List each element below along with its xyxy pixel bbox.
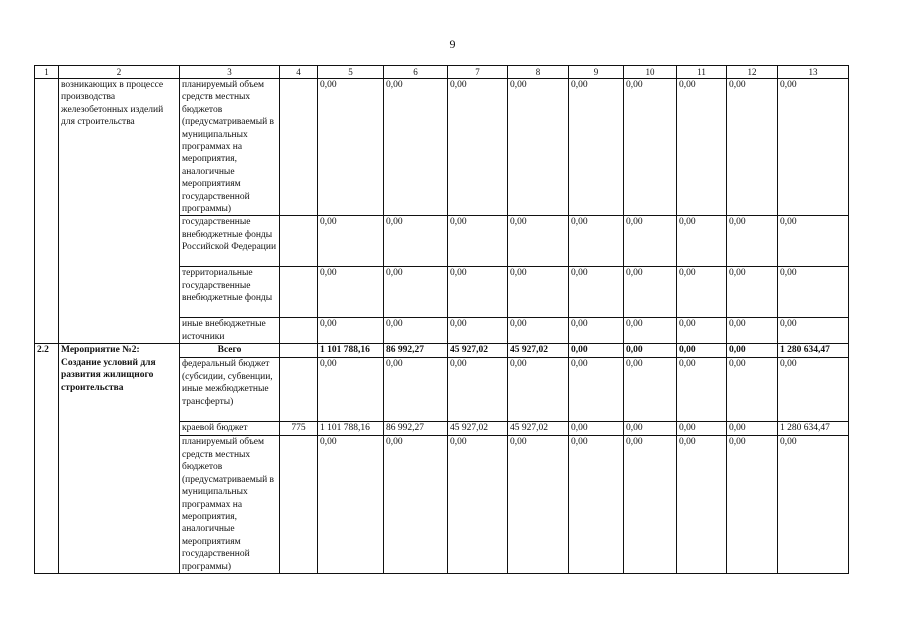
amount-cell: 0,00 bbox=[448, 267, 508, 318]
amount-cell: 0,00 bbox=[778, 358, 849, 422]
amount-cell: 0,00 bbox=[384, 358, 448, 422]
column-number-cell: 1 bbox=[35, 66, 59, 79]
amount-cell: 0,00 bbox=[569, 422, 624, 436]
amount-cell: 0,00 bbox=[569, 358, 624, 422]
amount-cell: 0,00 bbox=[778, 267, 849, 318]
amount-cell: 86 992,27 bbox=[384, 422, 448, 436]
amount-cell: 0,00 bbox=[677, 344, 727, 358]
amount-cell: 0,00 bbox=[727, 318, 778, 344]
item-number-cell: 2.2 bbox=[35, 344, 59, 574]
amount-cell: 0,00 bbox=[727, 344, 778, 358]
column-number-cell: 9 bbox=[569, 66, 624, 79]
amount-cell: 0,00 bbox=[778, 216, 849, 267]
budget-code-cell bbox=[280, 358, 318, 422]
amount-cell: 0,00 bbox=[448, 318, 508, 344]
amount-cell: 45 927,02 bbox=[508, 422, 569, 436]
amount-cell: 0,00 bbox=[727, 422, 778, 436]
amount-cell: 0,00 bbox=[508, 358, 569, 422]
amount-cell: 0,00 bbox=[677, 358, 727, 422]
table-row bbox=[35, 79, 849, 216]
funding-source-cell: территориальные государственные внебюджетные фонды bbox=[180, 267, 280, 318]
amount-cell: 45 927,02 bbox=[448, 344, 508, 358]
amount-cell: 0,00 bbox=[727, 267, 778, 318]
amount-cell: 0,00 bbox=[677, 436, 727, 574]
funding-source-cell: Всего bbox=[180, 344, 280, 358]
amount-cell: 1 280 634,47 bbox=[778, 344, 849, 358]
funding-source-cell: иные внебюджетные источники bbox=[180, 318, 280, 344]
amount-cell: 0,00 bbox=[384, 267, 448, 318]
budget-code-cell bbox=[280, 216, 318, 267]
amount-cell: 0,00 bbox=[677, 422, 727, 436]
budget-table bbox=[34, 65, 849, 574]
amount-cell: 0,00 bbox=[318, 436, 384, 574]
amount-cell: 0,00 bbox=[384, 318, 448, 344]
amount-cell: 0,00 bbox=[569, 267, 624, 318]
amount-cell: 0,00 bbox=[778, 318, 849, 344]
amount-cell: 0,00 bbox=[448, 436, 508, 574]
budget-code-cell bbox=[280, 267, 318, 318]
column-number-cell: 12 bbox=[727, 66, 778, 79]
amount-cell: 0,00 bbox=[624, 422, 677, 436]
budget-code-cell bbox=[280, 436, 318, 574]
amount-cell: 0,00 bbox=[508, 436, 569, 574]
amount-cell: 0,00 bbox=[778, 436, 849, 574]
table-row bbox=[35, 344, 849, 358]
amount-cell: 0,00 bbox=[624, 436, 677, 574]
amount-cell: 0,00 bbox=[677, 267, 727, 318]
funding-source-cell: государственные внебюджетные фонды Российской Федерации bbox=[180, 216, 280, 267]
page-number: 9 bbox=[449, 37, 456, 51]
column-number-cell: 8 bbox=[508, 66, 569, 79]
amount-cell: 0,00 bbox=[318, 318, 384, 344]
column-number-cell: 13 bbox=[778, 66, 849, 79]
amount-cell: 0,00 bbox=[624, 358, 677, 422]
amount-cell: 0,00 bbox=[677, 216, 727, 267]
amount-cell: 0,00 bbox=[677, 318, 727, 344]
column-number-cell: 4 bbox=[280, 66, 318, 79]
item-number-cell bbox=[35, 79, 59, 344]
amount-cell: 0,00 bbox=[624, 216, 677, 267]
amount-cell: 45 927,02 bbox=[448, 422, 508, 436]
amount-cell: 0,00 bbox=[384, 216, 448, 267]
budget-code-cell bbox=[280, 344, 318, 358]
amount-cell: 0,00 bbox=[727, 436, 778, 574]
amount-cell: 1 101 788,16 bbox=[318, 344, 384, 358]
column-number-cell: 7 bbox=[448, 66, 508, 79]
amount-cell: 0,00 bbox=[569, 216, 624, 267]
amount-cell: 0,00 bbox=[624, 318, 677, 344]
column-number-cell: 3 bbox=[180, 66, 280, 79]
amount-cell: 1 280 634,47 bbox=[778, 422, 849, 436]
amount-cell: 0,00 bbox=[624, 267, 677, 318]
amount-cell: 0,00 bbox=[508, 79, 569, 216]
amount-cell: 0,00 bbox=[727, 79, 778, 216]
amount-cell: 0,00 bbox=[778, 79, 849, 216]
amount-cell: 0,00 bbox=[624, 344, 677, 358]
amount-cell: 0,00 bbox=[727, 358, 778, 422]
amount-cell: 0,00 bbox=[448, 358, 508, 422]
amount-cell: 0,00 bbox=[448, 216, 508, 267]
funding-source-cell: планируемый объем средств местных бюджетов (предусматриваемый в муниципальных программах на мероприятия, аналогичные мероприятиям государственной программы) bbox=[180, 79, 280, 216]
amount-cell: 0,00 bbox=[384, 436, 448, 574]
amount-cell: 0,00 bbox=[508, 318, 569, 344]
column-number-cell: 5 bbox=[318, 66, 384, 79]
amount-cell: 0,00 bbox=[318, 267, 384, 318]
amount-cell: 0,00 bbox=[569, 79, 624, 216]
budget-code-cell: 775 bbox=[280, 422, 318, 436]
funding-source-cell: краевой бюджет bbox=[180, 422, 280, 436]
amount-cell: 0,00 bbox=[384, 79, 448, 216]
amount-cell: 0,00 bbox=[318, 79, 384, 216]
amount-cell: 0,00 bbox=[318, 216, 384, 267]
amount-cell: 0,00 bbox=[448, 79, 508, 216]
column-number-cell: 11 bbox=[677, 66, 727, 79]
amount-cell: 86 992,27 bbox=[384, 344, 448, 358]
amount-cell: 0,00 bbox=[508, 267, 569, 318]
amount-cell: 0,00 bbox=[318, 358, 384, 422]
column-number-cell: 2 bbox=[59, 66, 180, 79]
amount-cell: 0,00 bbox=[569, 436, 624, 574]
budget-code-cell bbox=[280, 79, 318, 216]
event-name-cell: возникающих в процессе производства железобетонных изделий для строительства bbox=[59, 79, 180, 344]
amount-cell: 0,00 bbox=[508, 216, 569, 267]
amount-cell: 45 927,02 bbox=[508, 344, 569, 358]
amount-cell: 0,00 bbox=[569, 344, 624, 358]
funding-source-cell: федеральный бюджет (субсидии, субвенции, иные межбюджетные трансферты) bbox=[180, 358, 280, 422]
event-name-cell: Мероприятие №2: Создание условий для развития жилищного строительства bbox=[59, 344, 180, 574]
column-number-row bbox=[35, 66, 849, 79]
amount-cell: 1 101 788,16 bbox=[318, 422, 384, 436]
amount-cell: 0,00 bbox=[624, 79, 677, 216]
amount-cell: 0,00 bbox=[727, 216, 778, 267]
column-number-cell: 10 bbox=[624, 66, 677, 79]
budget-code-cell bbox=[280, 318, 318, 344]
funding-source-cell: планируемый объем средств местных бюджетов (предусматриваемый в муниципальных программах на мероприятия, аналогичные мероприятиям государственной программы) bbox=[180, 436, 280, 574]
amount-cell: 0,00 bbox=[677, 79, 727, 216]
column-number-cell: 6 bbox=[384, 66, 448, 79]
amount-cell: 0,00 bbox=[569, 318, 624, 344]
